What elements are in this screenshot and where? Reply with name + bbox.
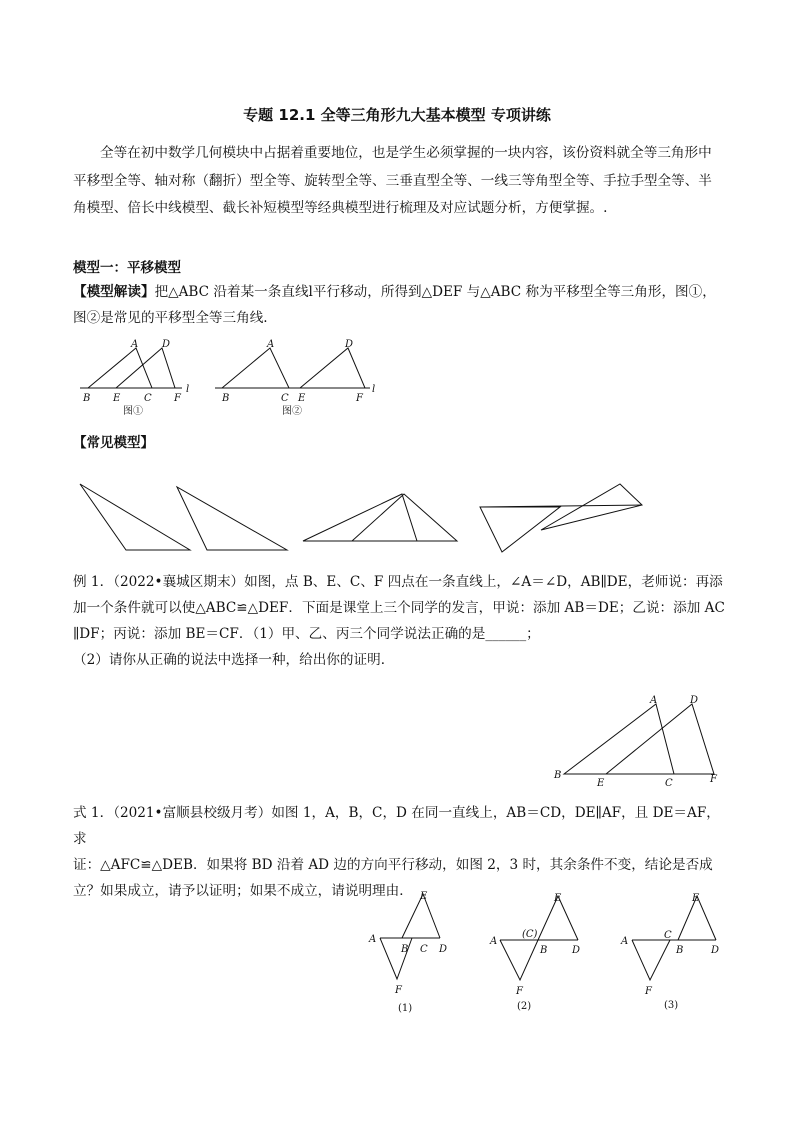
label-l: l bbox=[372, 384, 376, 395]
label-b: B bbox=[676, 945, 684, 956]
label-b: B bbox=[554, 770, 562, 781]
label-b: B bbox=[401, 944, 409, 955]
triangle-def bbox=[606, 704, 714, 774]
label-a: A bbox=[267, 339, 275, 350]
variant-figure-3 bbox=[620, 893, 719, 1011]
example1-figure bbox=[548, 692, 728, 787]
label-e: E bbox=[113, 393, 121, 404]
label-e: E bbox=[298, 393, 306, 404]
variant-fig3-caption: (3) bbox=[664, 1000, 679, 1011]
label-d: D bbox=[439, 944, 448, 955]
triangle-def bbox=[116, 348, 175, 388]
variant1-figures bbox=[360, 882, 730, 1022]
label-c: C bbox=[281, 393, 289, 404]
label-d: D bbox=[162, 339, 171, 350]
label-c: (C) bbox=[522, 929, 538, 940]
label-a: A bbox=[621, 936, 629, 947]
label-d: D bbox=[690, 695, 699, 706]
example1-line1: 例 1．（2022•襄城区期末）如图，点 B、E、C、F 四点在一条直线上，∠A＝∠D，AB∥DE，老师说：再添 bbox=[73, 574, 723, 590]
example1-line2: 加一个条件就可以使△ABC≌△DEF．下面是课堂上三个同学的发言，甲说：添加 AB＝DE；乙说：添加 AC bbox=[73, 600, 725, 616]
triangle-abc bbox=[222, 348, 289, 388]
figure-1 bbox=[80, 339, 189, 417]
label-e: E bbox=[420, 891, 428, 902]
triangle-def bbox=[300, 348, 365, 388]
common-models-figures bbox=[60, 478, 660, 558]
variant1-line3: 立？如果成立，请予以证明；如果不成立，请说明理由． bbox=[73, 883, 413, 899]
label-b: B bbox=[83, 393, 91, 404]
explain-label: 【模型解读】 bbox=[73, 284, 155, 300]
label-e: E bbox=[554, 893, 562, 904]
fig1-caption: 图① bbox=[123, 406, 143, 417]
label-f: F bbox=[516, 986, 523, 997]
label-a: A bbox=[650, 695, 658, 706]
fig2-caption: 图② bbox=[282, 406, 302, 417]
label-c: C bbox=[420, 944, 428, 955]
label-c: C bbox=[144, 393, 152, 404]
common-model-triangle-6 bbox=[480, 507, 560, 552]
label-e: E bbox=[692, 893, 700, 904]
label-f: F bbox=[710, 774, 717, 785]
intro-paragraph: 全等在初中数学几何模块中占据着重要地位，也是学生必须掌握的一块内容，该份资料就全等三角形中平移型全等、轴对称（翻折）型全等、旋转型全等、三垂直型全等、一线三等角型全等、手拉手型全等、半角模型、倍长中线模型、截长补短模型等经典模型进行梳理及对应试题分析，方便掌握。. bbox=[73, 145, 712, 216]
label-e: E bbox=[597, 778, 605, 787]
model1-explain bbox=[73, 279, 725, 331]
variant1-line1: 式 1．（2021•富顺县校级月考）如图 1，A，B，C，D 在同一直线上，AB＝CD，DE∥AF，且 DE＝AF，求 bbox=[73, 805, 720, 847]
variant-figure-2 bbox=[489, 893, 580, 1012]
label-l: l bbox=[186, 384, 190, 395]
label-f: F bbox=[645, 986, 652, 997]
label-d: D bbox=[345, 339, 354, 350]
variant-fig1-caption: (1) bbox=[398, 1003, 413, 1014]
translation-figures bbox=[70, 336, 390, 421]
triangle-abc bbox=[88, 348, 152, 388]
variant-fig2-caption: (2) bbox=[517, 1001, 532, 1012]
model1-heading: 模型一：平移模型 bbox=[73, 260, 181, 276]
label-c: C bbox=[664, 930, 672, 941]
label-f: F bbox=[356, 393, 363, 404]
label-b: B bbox=[540, 945, 548, 956]
example1-line4: （2）请你从正确的说法中选择一种，给出你的证明． bbox=[73, 652, 395, 668]
label-d: D bbox=[711, 945, 720, 956]
explain-line2: 图②是常见的平移型全等三角线. bbox=[73, 310, 268, 326]
common-models-label: 【常见模型】 bbox=[73, 435, 154, 451]
example-1 bbox=[73, 569, 725, 673]
label-a: A bbox=[131, 339, 139, 350]
triangle-afc bbox=[500, 940, 538, 980]
common-model-triangle-1 bbox=[80, 484, 190, 550]
variant-figure-1 bbox=[368, 891, 447, 1014]
variant1-line2: 证：△AFC≌△DEB．如果将 BD 沿着 AD 边的方向平行移动，如图 2，3 时，其余条件不变，结论是否成 bbox=[73, 857, 713, 873]
example1-line3: ∥DF；丙说：添加 BE＝CF．（1）甲、乙、丙三个同学说法正确的是______； bbox=[73, 626, 540, 642]
triangle-afc bbox=[632, 940, 670, 980]
label-a: A bbox=[490, 936, 498, 947]
label-c: C bbox=[665, 778, 673, 787]
label-d: D bbox=[572, 945, 581, 956]
label-f: F bbox=[395, 985, 402, 996]
figure-2 bbox=[215, 339, 375, 417]
explain-line1: 把△ABC 沿着某一条直线l平行移动，所得到△DEF 与△ABC 称为平移型全等三角形，图①， bbox=[154, 284, 716, 300]
label-b: B bbox=[222, 393, 230, 404]
label-a: A bbox=[369, 934, 377, 945]
page-title: 专题 12.1 全等三角形九大基本模型 专项讲练 bbox=[243, 106, 551, 124]
label-f: F bbox=[174, 393, 181, 404]
common-model-triangle-2 bbox=[177, 487, 287, 550]
